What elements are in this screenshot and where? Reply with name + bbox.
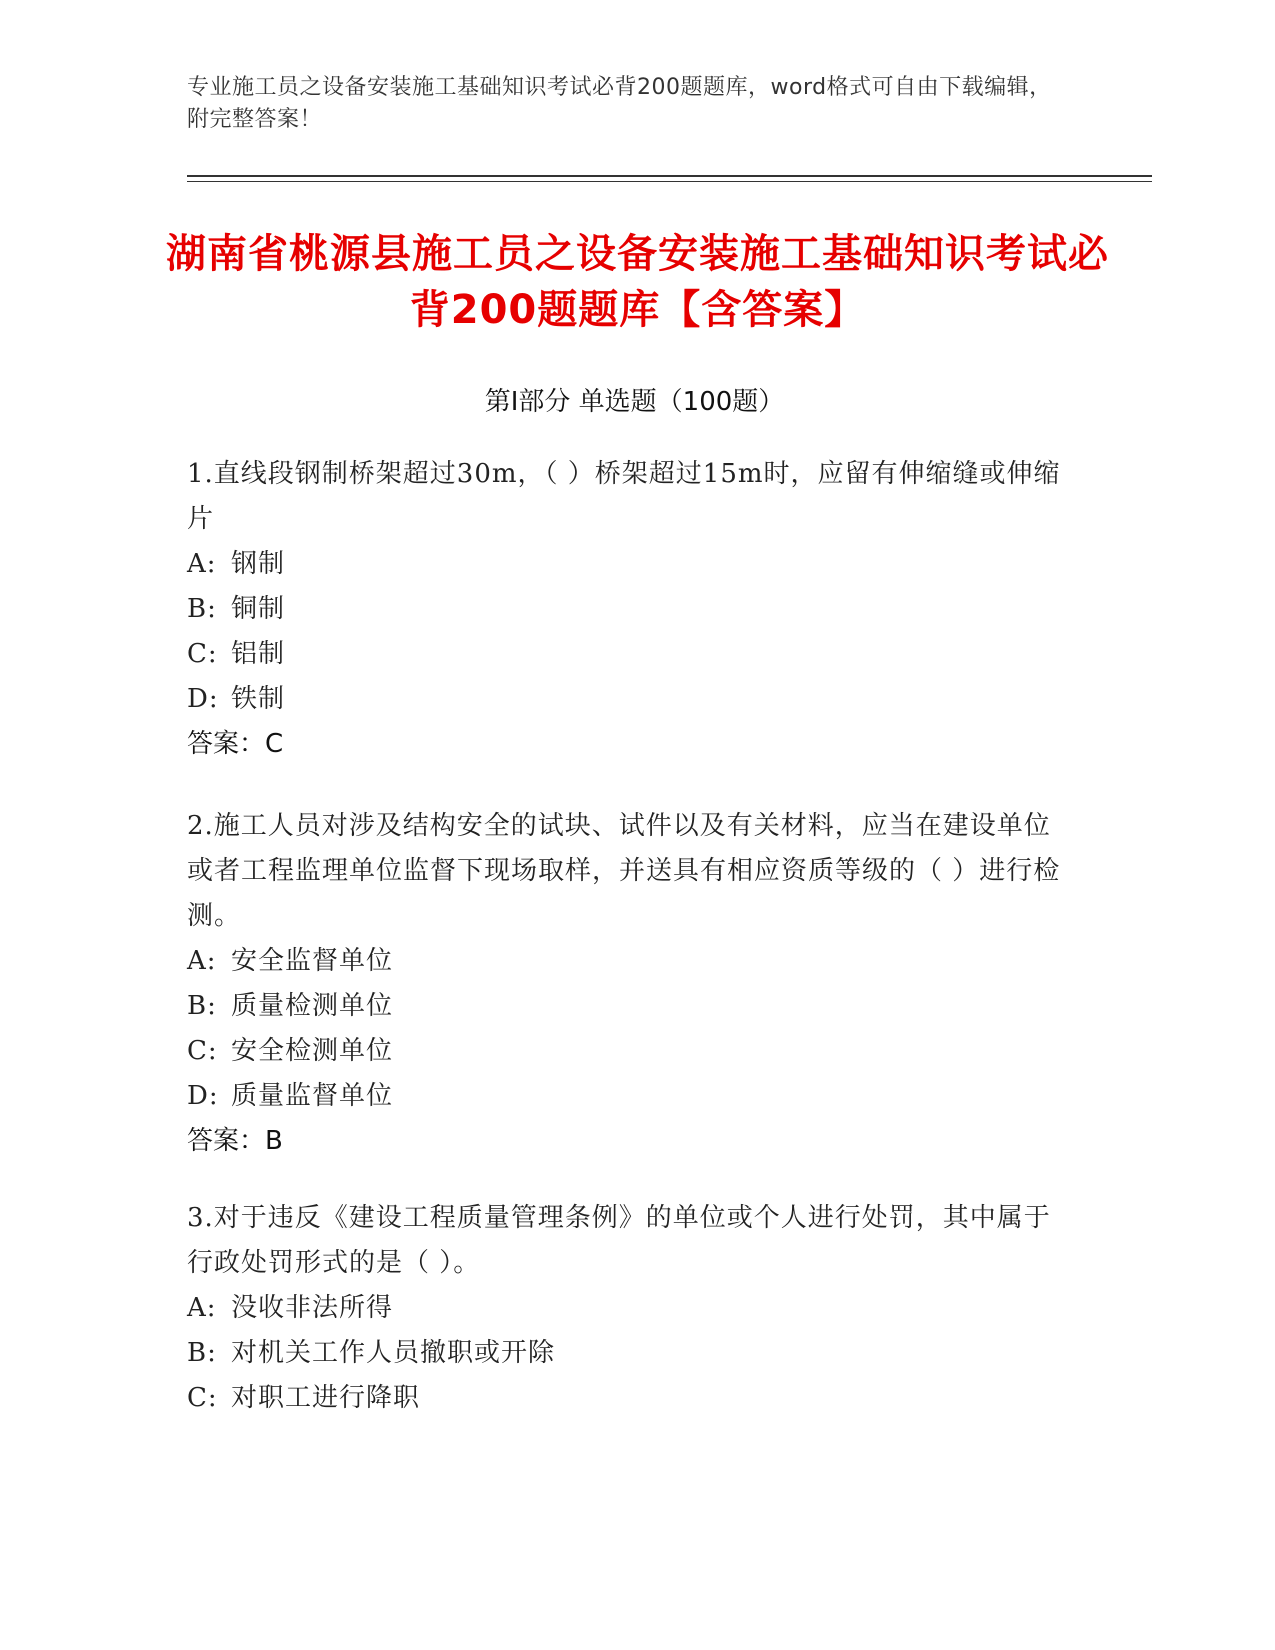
answer-line: 答案：C [187, 729, 284, 759]
header-rule-thin [187, 181, 1152, 182]
option-key: C: [187, 1383, 218, 1413]
option-key: A: [187, 1293, 217, 1323]
option-text: 对职工进行降职 [231, 1383, 421, 1413]
option-c [187, 1376, 1067, 1421]
option-text: 质量监督单位 [231, 1081, 394, 1111]
option-text: 铝制 [231, 639, 286, 669]
option-b [187, 1331, 1067, 1376]
option-b [187, 587, 1067, 632]
option-text: 没收非法所得 [231, 1293, 394, 1323]
option-text: 铜制 [231, 594, 286, 624]
option-a [187, 939, 1067, 984]
option-key: B: [187, 991, 217, 1021]
question-2 [187, 804, 1067, 1164]
option-a [187, 542, 1067, 587]
option-d [187, 677, 1067, 722]
section-heading: 第Ⅰ部分 单选题（100题） [484, 387, 785, 417]
option-d [187, 1074, 1067, 1119]
question-stem: 2.施工人员对涉及结构安全的试块、试件以及有关材料，应当在建设单位或者工程监理单位监督下现场取样，并送具有相应资质等级的（ ）进行检测。 [187, 811, 1061, 931]
question-stem: 1.直线段钢制桥架超过30m，（ ）桥架超过15m时，应留有伸缩缝或伸缩片 [187, 459, 1061, 534]
option-text: 安全检测单位 [231, 1036, 394, 1066]
option-text: 对机关工作人员撤职或开除 [231, 1338, 556, 1368]
answer-line: 答案：B [187, 1126, 283, 1156]
option-text: 质量检测单位 [231, 991, 394, 1021]
option-key: B: [187, 594, 217, 624]
option-c [187, 632, 1067, 677]
option-c [187, 1029, 1067, 1074]
option-key: D: [187, 1081, 219, 1111]
option-key: C: [187, 1036, 218, 1066]
option-a [187, 1286, 1067, 1331]
header-rule [187, 175, 1152, 177]
option-text: 安全监督单位 [231, 946, 394, 976]
document-title: 湖南省桃源县施工员之设备安装施工基础知识考试必背200题题库【含答案】 [166, 231, 1109, 333]
option-key: C: [187, 639, 218, 669]
option-key: B: [187, 1338, 217, 1368]
question-1 [187, 452, 1067, 767]
question-3 [187, 1196, 1067, 1421]
option-b [187, 984, 1067, 1029]
question-stem: 3.对于违反《建设工程质量管理条例》的单位或个人进行处罚，其中属于行政处罚形式的是（ ）。 [187, 1203, 1051, 1278]
option-text: 钢制 [231, 549, 286, 579]
option-text: 铁制 [231, 684, 286, 714]
option-key: A: [187, 946, 217, 976]
option-key: D: [187, 684, 219, 714]
header-note: 专业施工员之设备安装施工基础知识考试必背200题题库，word格式可自由下载编辑，附完整答案！ [187, 75, 1052, 132]
option-key: A: [187, 549, 217, 579]
